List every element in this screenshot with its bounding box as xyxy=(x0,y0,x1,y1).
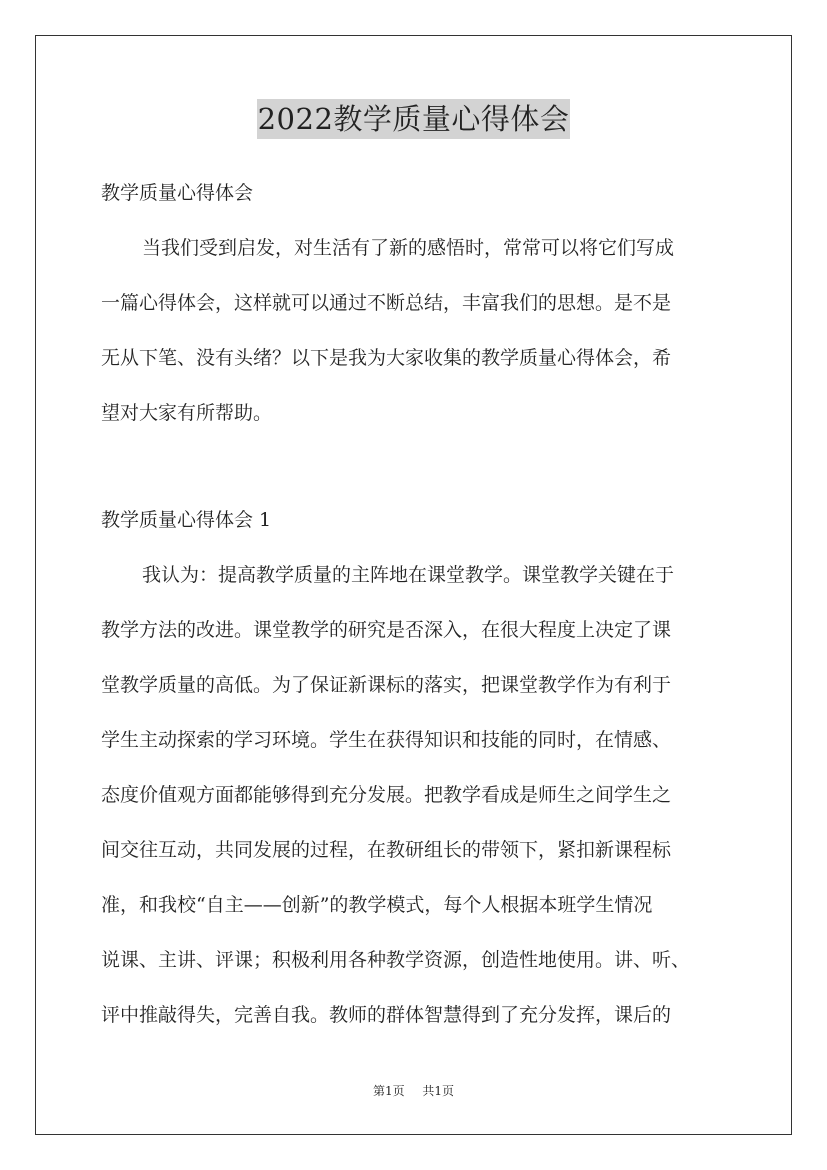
paragraph-line: 说课、主讲、评课；积极利用各种教学资源，创造性地使用。讲、听、 xyxy=(101,949,691,971)
paragraph-line: 堂教学质量的高低。为了保证新课标的落实，把课堂教学作为有利于 xyxy=(101,674,672,696)
paragraph-line: 我认为：提高教学质量的主阵地在课堂教学。课堂教学关键在于 xyxy=(142,564,675,586)
page-total: 共1页 xyxy=(422,1084,454,1098)
document-title: 2022教学质量心得体会 xyxy=(257,99,571,139)
page-number: 第1页 xyxy=(373,1084,405,1098)
paragraph-line: 一篇心得体会，这样就可以通过不断总结，丰富我们的思想。是不是 xyxy=(101,292,672,314)
paragraph-line: 评中推敲得失，完善自我。教师的群体智慧得到了充分发挥，课后的 xyxy=(101,1004,672,1026)
page-footer xyxy=(0,1083,827,1099)
paragraph-line: 当我们受到启发，对生活有了新的感悟时，常常可以将它们写成 xyxy=(142,237,675,259)
paragraph-line: 教学方法的改进。课堂教学的研究是否深入，在很大程度上决定了课 xyxy=(101,619,672,641)
document-subtitle: 教学质量心得体会 xyxy=(101,182,254,204)
paragraph-line: 间交往互动，共同发展的过程，在教研组长的带领下，紧扣新课程标 xyxy=(101,839,672,861)
section-heading: 教学质量心得体会 1 xyxy=(101,509,272,531)
paragraph-line: 无从下笔、没有头绪？以下是我为大家收集的教学质量心得体会，希 xyxy=(101,347,672,369)
paragraph-line: 学生主动探索的学习环境。学生在获得知识和技能的同时，在情感、 xyxy=(101,729,672,751)
paragraph-line: 准，和我校“自主——创新”的教学模式，每个人根据本班学生情况 xyxy=(101,894,653,916)
paragraph-line: 望对大家有所帮助。 xyxy=(101,402,273,424)
paragraph-line: 态度价值观方面都能够得到充分发展。把教学看成是师生之间学生之 xyxy=(101,784,672,806)
title-container xyxy=(0,99,827,139)
